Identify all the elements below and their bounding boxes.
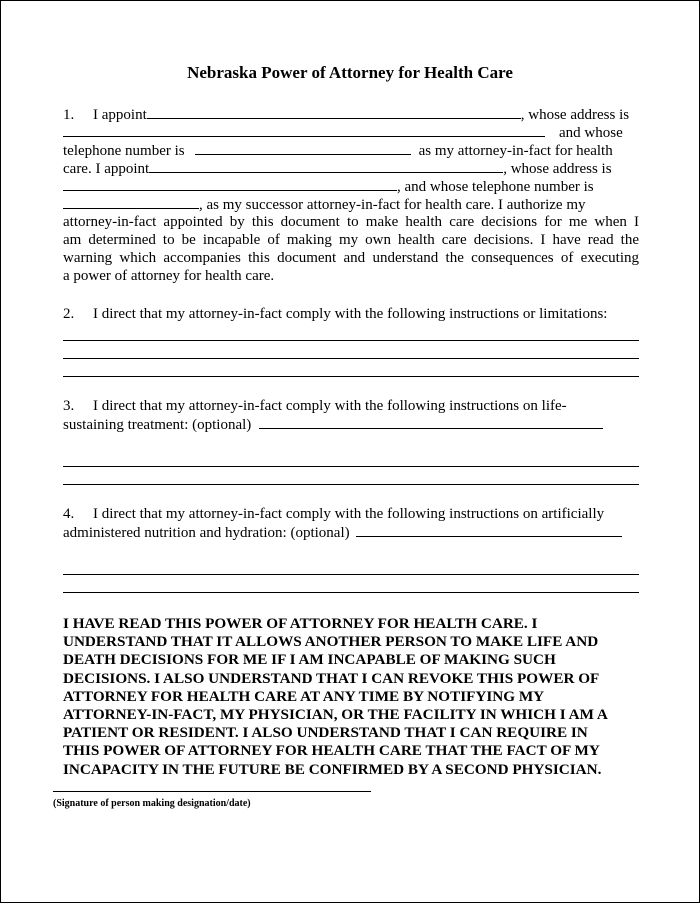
successor-name-field[interactable] <box>149 159 503 173</box>
section4-line1 <box>63 505 639 523</box>
section1-line4 <box>63 159 639 177</box>
warning-line: I HAVE READ THIS POWER OF ATTORNEY FOR HEALTH CARE. I <box>63 615 538 632</box>
section1-line7: attorney-in-fact appointed by this document to make health care decisions for me when I <box>63 214 639 230</box>
warning-line: DEATH DECISIONS FOR ME IF I AM INCAPABLE OF MAKING SUCH <box>63 651 556 669</box>
static-text: I direct that my attorney-in-fact comply with the following instructions on artificially <box>93 506 605 522</box>
signature-label: (Signature of person making designation/date) <box>53 798 251 809</box>
life-sustaining-line-1[interactable] <box>63 466 639 467</box>
warning-line: ATTORNEY-IN-FACT, MY PHYSICIAN, OR THE FACILITY IN WHICH I AM A <box>63 706 608 724</box>
successor-address-field[interactable] <box>63 177 397 191</box>
agent-telephone-field[interactable] <box>195 141 411 155</box>
section1-line1 <box>63 105 639 123</box>
section1-line2 <box>63 123 639 141</box>
static-text: I direct that my attorney-in-fact comply with the following instructions or limitations: <box>93 306 608 322</box>
life-sustaining-field[interactable] <box>259 415 603 429</box>
section-number: 1. <box>63 107 75 123</box>
document-title: Nebraska Power of Attorney for Health Care <box>187 63 513 82</box>
section-number: 3. <box>63 398 75 414</box>
section1-line6 <box>63 195 639 213</box>
static-text: as my attorney-in-fact for health <box>418 143 613 159</box>
warning-line: DECISIONS. I ALSO UNDERSTAND THAT I CAN REVOKE THIS POWER OF <box>63 669 600 687</box>
section3-line1 <box>63 397 639 415</box>
static-text: I direct that my attorney-in-fact comply with the following instructions on life- <box>93 398 567 414</box>
section1-line5 <box>63 177 639 195</box>
static-text: telephone number is <box>63 143 185 159</box>
nutrition-line-1[interactable] <box>63 574 639 575</box>
static-text: , whose address is <box>503 161 612 177</box>
section-number: 4. <box>63 506 75 522</box>
warning-line: THIS POWER OF ATTORNEY FOR HEALTH CARE THAT THE FACT OF MY <box>63 742 600 760</box>
instructions-line-2[interactable] <box>63 358 639 359</box>
static-text: and whose <box>559 125 623 141</box>
static-text: administered nutrition and hydration: (optional) <box>63 525 350 541</box>
instructions-line-3[interactable] <box>63 376 639 377</box>
warning-line: UNDERSTAND THAT IT ALLOWS ANOTHER PERSON TO MAKE LIFE AND <box>63 633 599 651</box>
section1-line8: am determined to be incapable of making my own health care decisions. I have read the <box>63 232 639 248</box>
warning-line: INCAPACITY IN THE FUTURE BE CONFIRMED BY A SECOND PHYSICIAN. <box>63 760 602 778</box>
warning-statement <box>63 615 643 779</box>
static-text: sustaining treatment: (optional) <box>63 417 252 433</box>
instructions-line-1[interactable] <box>63 340 639 341</box>
nutrition-line-2[interactable] <box>63 592 639 593</box>
static-text: , as my successor attorney-in-fact for health care. I authorize my <box>199 197 586 213</box>
life-sustaining-line-2[interactable] <box>63 484 639 485</box>
static-text: care. I appoint <box>63 161 150 177</box>
signature-line[interactable] <box>53 791 371 792</box>
static-text: , whose address is <box>520 107 630 123</box>
section1-line9: warning which accompanies this document and understand the consequences of executing <box>63 250 639 266</box>
agent-name-field[interactable] <box>147 105 521 119</box>
agent-address-field[interactable] <box>63 123 545 137</box>
warning-line: PATIENT OR RESIDENT. I ALSO UNDERSTAND THAT I CAN REQUIRE IN <box>63 724 588 742</box>
section4-line2 <box>63 523 639 541</box>
section-number: 2. <box>63 306 75 322</box>
section1-line10: a power of attorney for health care. <box>63 268 275 284</box>
section1-line3 <box>63 141 639 159</box>
nutrition-field[interactable] <box>356 523 622 537</box>
static-text: , and whose telephone number is <box>397 179 594 195</box>
static-text: I appoint <box>93 107 147 123</box>
warning-line: ATTORNEY FOR HEALTH CARE AT ANY TIME BY NOTIFYING MY <box>63 687 545 705</box>
section3-line2 <box>63 415 639 433</box>
successor-telephone-field[interactable] <box>63 195 199 209</box>
section2-line1 <box>63 305 639 323</box>
